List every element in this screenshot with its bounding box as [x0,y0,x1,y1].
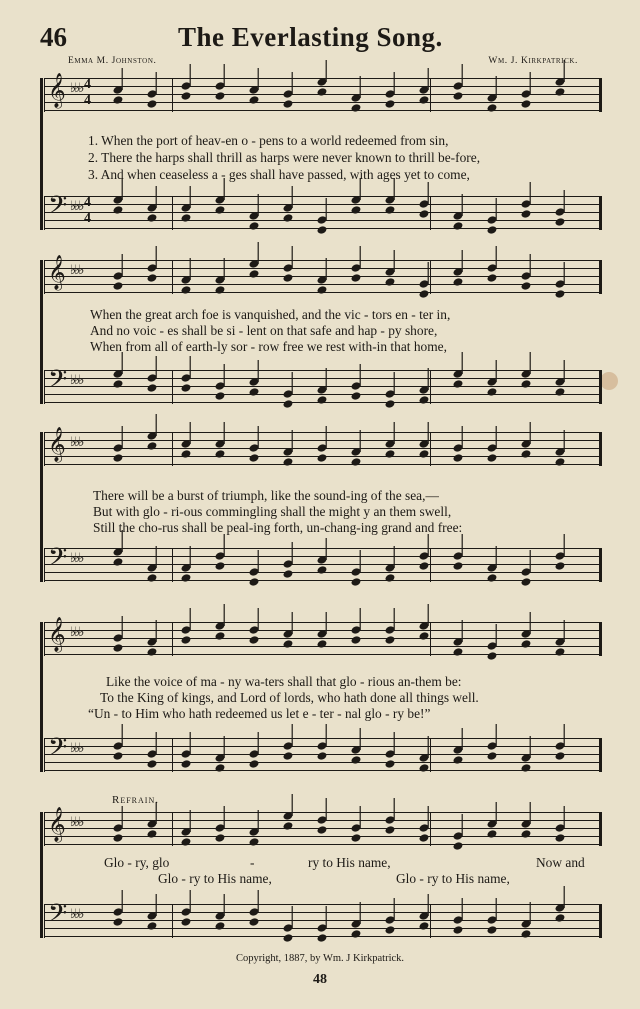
barline [599,812,602,846]
staff-line [44,548,600,549]
barline [172,548,173,582]
barline [430,196,431,230]
key-signature-flats-icon: ♭♭♭ [70,550,83,565]
staff-line [44,770,600,771]
lyric-line: And no voic - es shall be si - lent on that safe and hap - py shore, [90,323,438,338]
barline [599,260,602,294]
bass-clef-icon: 𝄢 [48,734,68,767]
treble-clef-icon: 𝄞 [48,256,66,289]
key-signature-flats-icon: ♭♭♭ [70,624,83,639]
staff-line [44,828,600,829]
barline [430,260,431,294]
staff-line [44,754,600,755]
treble-clef-icon: 𝄞 [48,74,66,107]
barline [599,432,602,466]
staff-line [44,204,600,205]
staff-line [44,564,600,565]
barline [430,622,431,656]
hymn-number: 46 [40,22,67,52]
barline [599,196,602,230]
treble-staff [44,618,600,656]
hymn-title: The Everlasting Song. [178,22,443,52]
system-bracket [40,812,43,938]
staff-line [44,580,600,581]
barline [172,432,173,466]
barline [172,196,173,230]
bass-clef-icon: 𝄢 [48,366,68,399]
staff-line [44,386,600,387]
lyric-line: There will be a burst of triumph, like the sound-ing of the sea,— [93,488,439,503]
staff-line [44,904,600,905]
refrain-lyric: ry to His name, [308,855,391,870]
barline [599,370,602,404]
bass-staff [44,366,600,404]
staff-line [44,394,600,395]
staff-line [44,228,600,229]
bass-staff [44,192,600,230]
bass-clef-icon: 𝄢 [48,192,68,225]
barline [430,812,431,846]
staff-line [44,638,600,639]
system-bracket [40,78,43,230]
lyric-line: “Un - to Him who hath redeemed us let e - ter - nal glo - ry be!” [88,706,431,721]
treble-staff [44,256,600,294]
staff-line [44,268,600,269]
staff-line [44,654,600,655]
treble-clef-icon: 𝄞 [48,428,66,461]
staff-line [44,630,600,631]
barline [44,432,45,466]
barline [172,812,173,846]
barline [430,738,431,772]
refrain-lyric: Glo - ry to His name, [396,871,510,886]
barline [599,904,602,938]
treble-staff [44,74,600,112]
time-signature-icon: 4 4 [84,77,91,108]
staff-line [44,646,600,647]
key-signature-flats-icon: ♭♭♭ [70,372,83,387]
copyright-notice: Copyright, 1887, by Wm. J Kirkpatrick. [235,953,405,964]
staff-line [44,820,600,821]
refrain-lyric: Now and [536,855,585,870]
staff-line [44,572,600,573]
treble-clef-icon: 𝄞 [48,618,66,651]
barline [172,904,173,938]
barline [599,622,602,656]
staff-line [44,456,600,457]
staff-line [44,556,600,557]
page-number: 48 [313,972,327,987]
barline [430,78,431,112]
lyric-line: But with glo - ri-ous commingling shall the might y an them swell, [93,504,452,519]
staff-line [44,402,600,403]
system-bracket [40,432,43,582]
staff-line [44,78,600,79]
staff-line [44,284,600,285]
staff-line [44,912,600,913]
staff-line [44,762,600,763]
barline [172,78,173,112]
lyric-line: 2. There the harps shall thrill as harps were never known to thrill be-fore, [88,150,481,165]
lyric-line: To the King of kings, and Lord of lords, who hath done all things well. [100,690,479,705]
staff-line [44,292,600,293]
staff-line [44,836,600,837]
key-signature-flats-icon: ♭♭♭ [70,814,83,829]
key-signature-flats-icon: ♭♭♭ [70,434,83,449]
staff-line [44,196,600,197]
treble-staff [44,428,600,466]
staff-line [44,448,600,449]
barline [44,622,45,656]
staff-line [44,432,600,433]
barline [430,370,431,404]
bass-staff [44,544,600,582]
barline [172,260,173,294]
barline [172,622,173,656]
bass-staff [44,900,600,938]
system-bracket [40,260,43,404]
refrain-label: Refrain. [112,794,159,806]
key-signature-flats-icon: ♭♭♭ [70,740,83,755]
staff-line [44,464,600,465]
staff-line [44,622,600,623]
barline [44,370,45,404]
staff-line [44,378,600,379]
staff-line [44,738,600,739]
barline [172,738,173,772]
staff-line [44,936,600,937]
key-signature-flats-icon: ♭♭♭ [70,80,83,95]
system-bracket [40,622,43,772]
key-signature-flats-icon: ♭♭♭ [70,906,83,921]
refrain-lyric: - [250,855,255,870]
barline [44,904,45,938]
lyric-line: When from all of earth-ly sor - row free we rest with-in that home, [90,339,447,354]
key-signature-flats-icon: ♭♭♭ [70,262,83,277]
barline [599,78,602,112]
staff-line [44,260,600,261]
staff-line [44,276,600,277]
staff-line [44,220,600,221]
bass-clef-icon: 𝄢 [48,900,68,933]
time-signature-icon: 4 4 [84,195,91,226]
staff-line [44,370,600,371]
staff-line [44,110,600,111]
barline [44,196,45,230]
treble-staff [44,808,600,846]
barline [430,432,431,466]
barline [599,548,602,582]
lyric-line: 1. When the port of heav-en o - pens to a world redeemed from sin, [88,133,449,148]
staff-line [44,102,600,103]
lyric-line: 3. And when ceaseless a - ges shall have passed, with ages yet to come, [88,167,470,182]
staff-line [44,86,600,87]
barline [599,738,602,772]
barline [44,738,45,772]
staff-line [44,812,600,813]
barline [430,548,431,582]
staff-line [44,920,600,921]
staff-line [44,844,600,845]
staff-line [44,928,600,929]
treble-clef-icon: 𝄞 [48,808,66,841]
bass-clef-icon: 𝄢 [48,544,68,577]
barline [44,812,45,846]
barline [430,904,431,938]
lyricist-credit: Emma M. Johnston. [68,56,157,66]
key-signature-flats-icon: ♭♭♭ [70,198,83,213]
composer-credit: Wm. J. Kirkpatrick. [488,56,578,66]
lyric-line: When the great arch foe is vanquished, and the vic - tors en - ter in, [90,307,451,322]
staff-line [44,94,600,95]
barline [44,260,45,294]
staff-line [44,440,600,441]
barline [44,548,45,582]
staff-line [44,746,600,747]
lyric-line: Still the cho-rus shall be peal-ing forth, un-chang-ing grand and free: [93,520,463,535]
staff-line [44,212,600,213]
lyric-line: Like the voice of ma - ny wa-ters shall that glo - rious an-them be: [106,674,462,689]
bass-staff [44,734,600,772]
barline [44,78,45,112]
paper-stain [600,372,618,390]
barline [172,370,173,404]
refrain-lyric: Glo - ry, glo [104,855,170,870]
refrain-lyric: Glo - ry to His name, [158,871,272,886]
